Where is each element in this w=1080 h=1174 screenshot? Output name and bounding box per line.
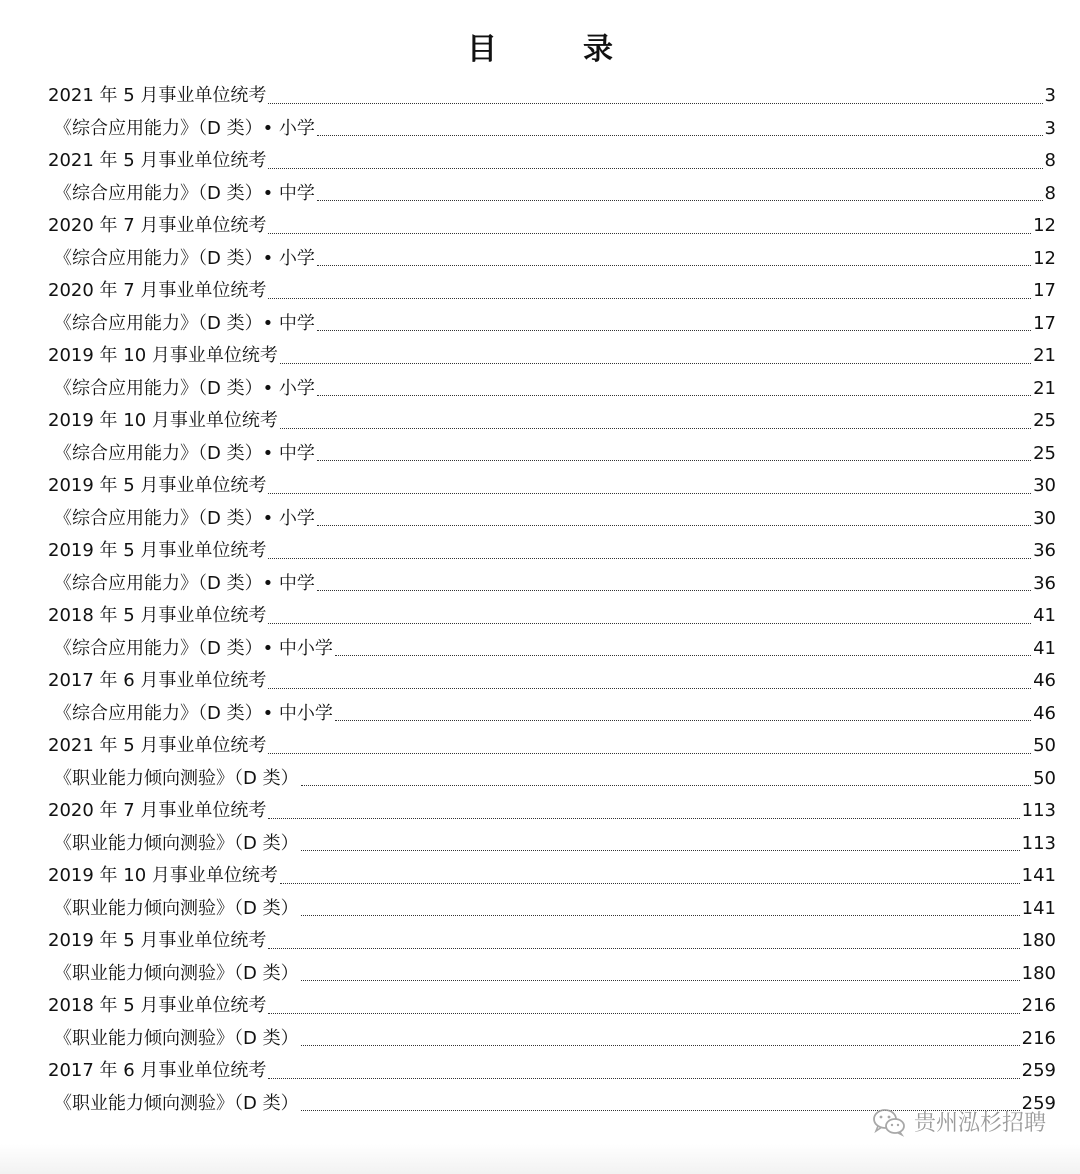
toc-entry-page-number: 21 [1033,377,1056,399]
toc-dot-leader [301,784,1032,786]
toc-entry [48,275,1056,308]
toc-entry [48,470,1056,503]
toc-entry-page-number: 50 [1033,767,1056,789]
toc-dot-leader [317,199,1043,201]
toc-entry [48,308,1056,341]
toc-dot-leader [268,102,1042,104]
toc-entry-label: 2020 年 7 月事业单位统考 [48,800,267,821]
toc-entry-label: 2018 年 5 月事业单位统考 [48,995,267,1016]
toc-entry-page-number: 30 [1033,507,1056,529]
toc-dot-leader [280,427,1031,429]
toc-entry [48,893,1056,926]
toc-dot-leader [268,622,1031,624]
toc-entry-page-number: 113 [1021,800,1056,821]
toc-entry-label: 2017 年 6 月事业单位统考 [48,1060,267,1081]
toc-dot-leader [268,232,1031,234]
toc-entry [48,990,1056,1023]
toc-dot-leader [268,167,1042,169]
toc-entry [48,80,1056,113]
toc-entry-label: 2021 年 5 月事业单位统考 [48,735,267,756]
watermark-text: 贵州泓杉招聘 [913,1111,1046,1136]
toc-entry [48,113,1056,146]
toc-entry [48,210,1056,243]
toc-entry [48,795,1056,828]
toc-entry-page-number: 12 [1033,247,1056,269]
toc-entry [48,438,1056,471]
toc-entry-page-number: 30 [1033,475,1056,496]
toc-entry-page-number: 113 [1021,832,1056,854]
toc-entry-label: 《综合应用能力》（D 类）• 小学 [54,377,315,399]
toc-entry [48,373,1056,406]
toc-entry-label: 《综合应用能力》（D 类）• 中学 [54,572,315,594]
toc-entry-page-number: 3 [1044,85,1056,106]
toc-entry-page-number: 50 [1033,735,1056,756]
toc-entry-label: 《综合应用能力》（D 类）• 小学 [54,507,315,529]
wechat-icon [872,1107,906,1137]
toc-entry-label: 2021 年 5 月事业单位统考 [48,85,267,106]
toc-entry-label: 2018 年 5 月事业单位统考 [48,605,267,626]
toc-entry-page-number: 46 [1033,702,1056,724]
toc-entry-page-number: 36 [1033,540,1056,561]
toc-entry-page-number: 41 [1033,605,1056,626]
toc-entry-label: 2019 年 5 月事业单位统考 [48,930,267,951]
toc-entry-page-number: 259 [1021,1092,1056,1114]
toc-entry [48,730,1056,763]
toc-entry [48,1023,1056,1056]
toc-entry-page-number: 8 [1044,182,1056,204]
toc-entry-label: 《综合应用能力》（D 类）• 小学 [54,117,315,139]
toc-entry-page-number: 3 [1044,117,1056,139]
toc-dot-leader [317,459,1031,461]
toc-entry-page-number: 8 [1044,150,1056,171]
toc-entry [48,925,1056,958]
toc-entry [48,145,1056,178]
toc-entry-label: 《综合应用能力》（D 类）• 小学 [54,247,315,269]
toc-entry-page-number: 25 [1033,442,1056,464]
toc-dot-leader [268,492,1031,494]
toc-entry [48,340,1056,373]
toc-entry-label: 《综合应用能力》（D 类）• 中学 [54,312,315,334]
toc-entry-page-number: 36 [1033,572,1056,594]
toc-entry-label: 2021 年 5 月事业单位统考 [48,150,267,171]
toc-entry-page-number: 17 [1033,312,1056,334]
toc-entry-label: 2017 年 6 月事业单位统考 [48,670,267,691]
toc-entry-page-number: 25 [1033,410,1056,431]
toc-dot-leader [268,817,1019,819]
toc-dot-leader [335,654,1031,656]
toc-dot-leader [268,687,1031,689]
toc-entry-label: 2019 年 10 月事业单位统考 [48,865,278,886]
toc-dot-leader [268,752,1031,754]
toc-entry [48,178,1056,211]
toc-dot-leader [317,134,1043,136]
toc-entry-page-number: 216 [1021,1027,1056,1049]
toc-dot-leader [317,524,1031,526]
toc-dot-leader [301,979,1020,981]
toc-entry-page-number: 12 [1033,215,1056,236]
toc-entry [48,763,1056,796]
toc-dot-leader [301,849,1020,851]
toc-entry [48,698,1056,731]
toc-entry-label: 2019 年 5 月事业单位统考 [48,540,267,561]
toc-entry-label: 《职业能力倾向测验》（D 类） [54,1027,299,1049]
toc-entry-page-number: 21 [1033,345,1056,366]
toc-entry [48,405,1056,438]
toc-entry-label: 2020 年 7 月事业单位统考 [48,215,267,236]
toc-entry [48,568,1056,601]
toc-entry-label: 《职业能力倾向测验》（D 类） [54,832,299,854]
toc-dot-leader [335,719,1031,721]
toc-entry-label: 《职业能力倾向测验》（D 类） [54,767,299,789]
toc-entry [48,600,1056,633]
toc-entry-page-number: 41 [1033,637,1056,659]
toc-entry [48,633,1056,666]
toc-dot-leader [268,947,1019,949]
toc-dot-leader [280,362,1031,364]
toc-entry [48,958,1056,991]
toc-dot-leader [268,557,1031,559]
toc-entry [48,828,1056,861]
toc-entry-label: 2019 年 10 月事业单位统考 [48,345,278,366]
toc-entry [48,243,1056,276]
toc-dot-leader [280,882,1020,884]
toc-entry-label: 2019 年 5 月事业单位统考 [48,475,267,496]
toc-entry-page-number: 141 [1021,897,1056,919]
toc-dot-leader [268,297,1031,299]
toc-entry-page-number: 216 [1021,995,1056,1016]
toc-entry-label: 《职业能力倾向测验》（D 类） [54,1092,299,1114]
toc-entry [48,860,1056,893]
toc-entry-label: 《职业能力倾向测验》（D 类） [54,962,299,984]
toc-dot-leader [317,329,1031,331]
toc-entry-label: 2019 年 10 月事业单位统考 [48,410,278,431]
toc-dot-leader [317,264,1031,266]
toc-entry-label: 《综合应用能力》（D 类）• 中学 [54,182,315,204]
toc-entry-label: 《综合应用能力》（D 类）• 中小学 [54,702,333,724]
toc-dot-leader [268,1012,1019,1014]
toc-dot-leader [317,394,1031,396]
toc-entry-page-number: 17 [1033,280,1056,301]
toc-entry [48,535,1056,568]
toc-entry [48,665,1056,698]
toc-entry-label: 《综合应用能力》（D 类）• 中学 [54,442,315,464]
toc-entry [48,1055,1056,1088]
toc-entry [48,503,1056,536]
toc-entry-page-number: 259 [1021,1060,1056,1081]
toc-entry-page-number: 46 [1033,670,1056,691]
table-of-contents [48,80,1056,1120]
toc-entry-page-number: 180 [1021,930,1056,951]
toc-dot-leader [317,589,1031,591]
page-bottom-shadow [0,1144,1080,1174]
page-title: 目 录 [467,32,641,67]
toc-entry-page-number: 180 [1021,962,1056,984]
toc-entry-label: 2020 年 7 月事业单位统考 [48,280,267,301]
toc-dot-leader [301,914,1020,916]
toc-entry-label: 《职业能力倾向测验》（D 类） [54,897,299,919]
toc-dot-leader [301,1044,1020,1046]
toc-entry-page-number: 141 [1021,865,1056,886]
toc-dot-leader [268,1077,1019,1079]
watermark [872,1106,1046,1137]
toc-entry-label: 《综合应用能力》（D 类）• 中小学 [54,637,333,659]
